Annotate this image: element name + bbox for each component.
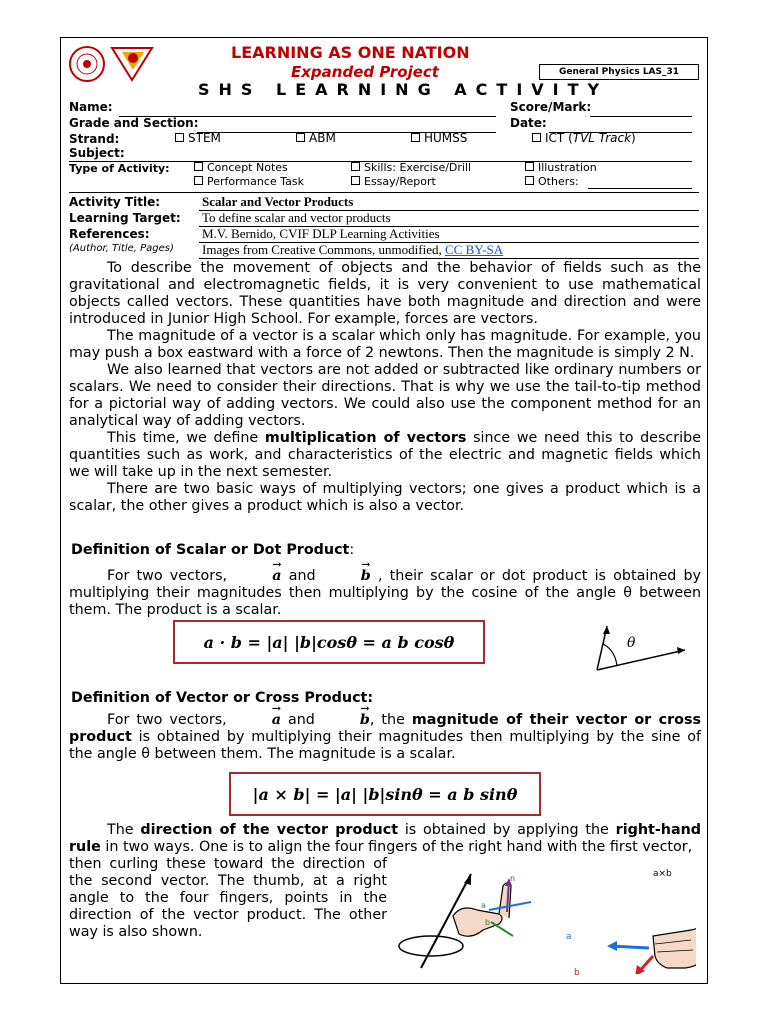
direction-text-wide: The direction of the vector product is obtained by applying the right-hand rule in two ways. One is to align the four fingers of the right hand with the first vector, — [69, 822, 702, 855]
strand-humss[interactable]: HUMSS — [411, 131, 467, 145]
paragraph: We also learned that vectors are not added or subtracted like ordinary numbers or scalars. We need to consider their directions. That is why we use the tail-to-tip method for a pictorial way of adding vectors. We could also use the component method for an analytical way of adding vectors. — [69, 362, 701, 429]
fig-label-b: b — [485, 918, 491, 927]
dot-product-heading: Definition of Scalar or Dot Product: — [71, 542, 355, 558]
strand-abm[interactable]: ABM — [296, 131, 336, 145]
date-label: Date: — [510, 116, 547, 130]
paragraph: To describe the movement of objects and the behavior of fields such as the gravitational and electromagnetic fields, it is very convenient to use mathematical objects called vectors. These quantities have both magnitude and direction and were introduced in Junior High School. For example, forces are vectors. — [69, 260, 701, 327]
score-label: Score/Mark: — [510, 100, 592, 114]
checkbox-icon[interactable] — [175, 133, 184, 142]
score-field[interactable] — [590, 116, 692, 117]
las-code-box: General Physics LAS_31 — [539, 64, 699, 80]
checkbox-icon[interactable] — [525, 162, 534, 171]
checkbox-icon[interactable] — [296, 133, 305, 142]
type-performance-task[interactable]: Performance Task — [194, 175, 304, 188]
angle-diagram — [589, 620, 689, 676]
checkbox-icon[interactable] — [525, 176, 534, 185]
type-others[interactable]: Others: — [525, 175, 579, 188]
fig-label-b-right: b — [574, 968, 580, 978]
dot-product-text: For two vectors, a → and b → , their scalar or dot product is obtained by multiplying their magnitudes then multiplying by the cosine of the angle θ between them. The product is a scalar. — [69, 568, 701, 619]
strand-ict[interactable]: ICT (TVL Track) — [532, 131, 636, 145]
divider — [199, 258, 699, 259]
checkbox-icon[interactable] — [194, 176, 203, 185]
vector-a-symbol: a → — [234, 712, 281, 729]
checkbox-icon[interactable] — [532, 133, 541, 142]
subject-label: Subject: — [69, 146, 125, 160]
type-illustration[interactable]: Illustration — [525, 161, 597, 174]
vector-a-symbol: a → — [234, 568, 281, 585]
right-hand-rule-figures — [391, 864, 696, 974]
fig-label-a-right: a — [566, 932, 572, 942]
type-concept-notes[interactable]: Concept Notes — [194, 161, 288, 174]
references-label: References: — [69, 227, 150, 241]
type-skills[interactable]: Skills: Exercise/Drill — [351, 161, 471, 174]
license-link[interactable]: CC BY-SA — [444, 242, 504, 257]
cross-product-heading: Definition of Vector or Cross Product: — [71, 690, 374, 706]
checkbox-icon[interactable] — [351, 176, 360, 185]
grade-section-label: Grade and Section: — [69, 116, 199, 130]
paragraph: There are two basic ways of multiplying vectors; one gives a product which is a scalar, the other gives a product which is also a vector. — [69, 481, 701, 514]
learning-target-label: Learning Target: — [69, 211, 181, 225]
strand-label: Strand: — [69, 132, 120, 146]
angle-theta-label: θ — [627, 635, 636, 651]
checkbox-icon[interactable] — [411, 133, 420, 142]
images-note: Images from Creative Commons, unmodified, CC BY-SA — [202, 242, 504, 257]
program-subtitle: Expanded Project — [291, 63, 439, 81]
fig-label-axb: a×b — [653, 869, 672, 879]
direction-text-narrow: then curling these toward the direction of the second vector. The thumb, at a right angle to the four fingers, points in the direction of the vector product. The other way is also shown. — [69, 856, 387, 940]
vector-b-symbol: b → — [322, 712, 370, 729]
type-essay-report[interactable]: Essay/Report — [351, 175, 436, 188]
divider — [69, 192, 699, 193]
paragraph: The magnitude of a vector is a scalar which only has magnitude. For example, you may push a box eastward with a force of 2 newtons. Then the magnitude is simply 2 N. — [69, 328, 701, 361]
checkbox-icon[interactable] — [351, 162, 360, 171]
checkbox-icon[interactable] — [194, 162, 203, 171]
worksheet-page — [60, 37, 708, 984]
type-of-activity-label: Type of Activity: — [69, 162, 170, 175]
activity-title-label: Activity Title: — [69, 195, 161, 209]
references-value: M.V. Bernido, CVIF DLP Learning Activities — [202, 226, 440, 241]
author-note: (Author, Title, Pages) — [69, 243, 174, 254]
vector-b-symbol: b → — [323, 568, 371, 585]
activity-heading: SHS LEARNING ACTIVITY — [198, 80, 609, 99]
school-logos — [67, 42, 157, 86]
intro-text — [69, 260, 701, 515]
paragraph: This time, we define multiplication of vectors since we need this to describe quantities such as work, and characteristics of the electric and magnetic fields which we will take up in the next semester. — [69, 430, 702, 480]
cross-product-formula: |a × b| = |a| |b|sinθ = a b sinθ — [229, 772, 541, 816]
program-title: LEARNING AS ONE NATION — [231, 43, 470, 62]
dot-product-formula: a · b = |a| |b|cosθ = a b cosθ — [173, 620, 485, 664]
name-label: Name: — [69, 100, 113, 114]
direction-text-continued: in two ways. One is to align the four fingers of the right hand with the first vector, — [100, 839, 693, 855]
fig-label-a: a — [481, 901, 486, 910]
cross-product-text: For two vectors, a → and b →, the magnitude of their vector or cross product is obtained by multiplying their magnitudes then multiplying by the sine of the angle θ between them. The magnitude is a scalar. — [69, 712, 701, 763]
fig-label-n: n — [510, 874, 516, 883]
strand-stem[interactable]: STEM — [175, 131, 221, 145]
learning-target-value: To define scalar and vector products — [202, 210, 391, 225]
activity-title-value: Scalar and Vector Products — [202, 194, 354, 209]
others-field[interactable] — [588, 188, 692, 189]
